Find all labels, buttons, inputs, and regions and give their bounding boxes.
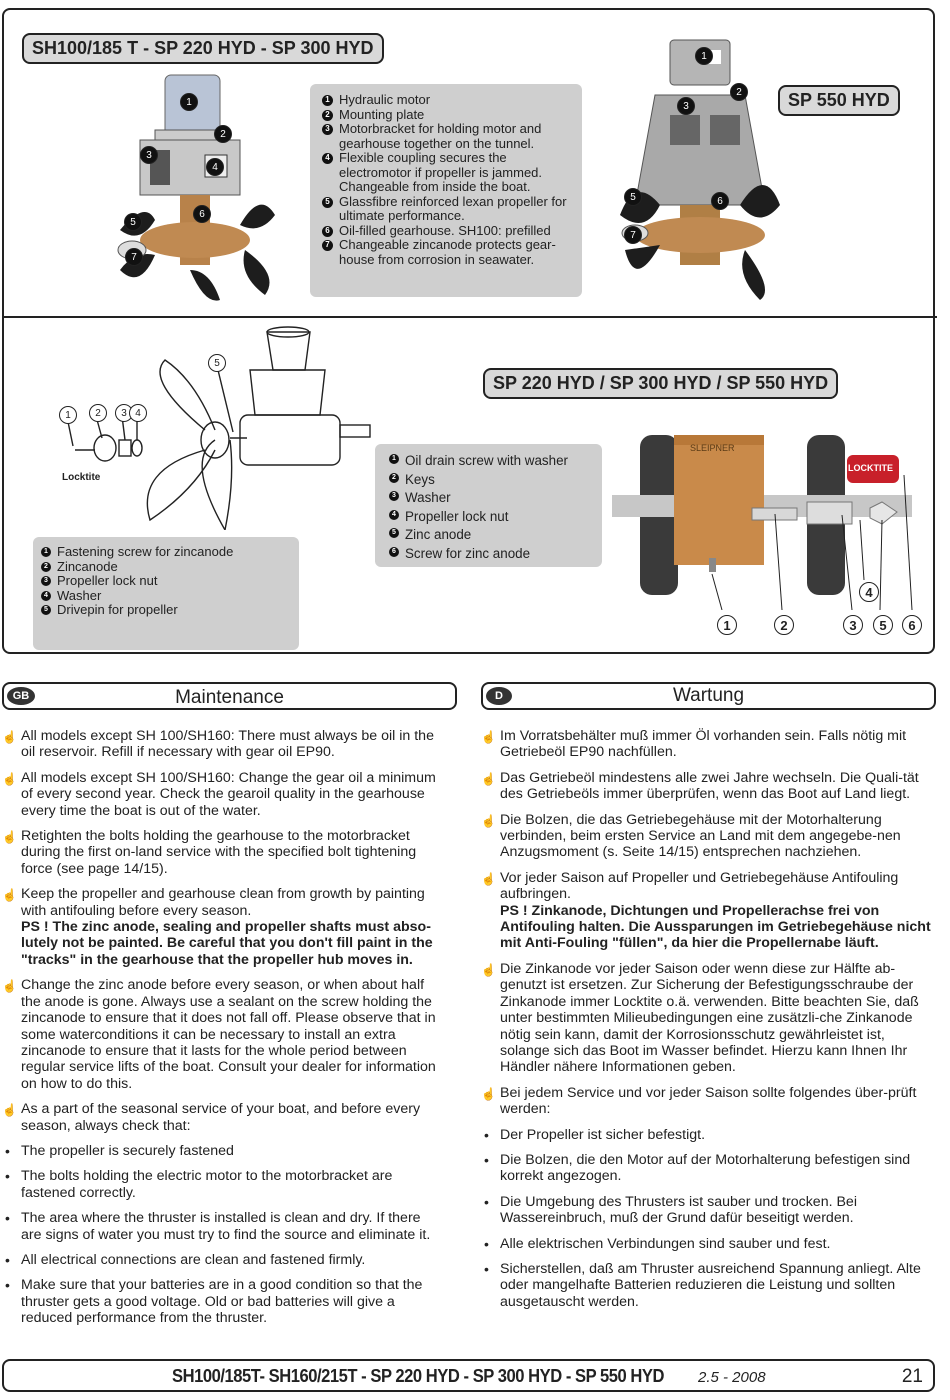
maintenance-column (2, 728, 442, 1336)
callout-1: 1 (180, 93, 198, 111)
page-number: 21 (901, 1366, 923, 1387)
part-number: 1 (322, 95, 333, 106)
pointing-hand-icon: ☝ (481, 871, 496, 886)
wartung-title: Wartung (672, 685, 745, 706)
part-item (389, 452, 588, 471)
callout-1b: 1 (695, 47, 713, 65)
part-text: Motorbracket for holding motor and gearhouse together on the tunnel. (339, 121, 542, 151)
item-text: All electrical connections are clean and fastened firmly. (21, 1251, 366, 1268)
maintenance-item (2, 728, 442, 761)
item-text: Im Vorratsbehälter muß immer Öl vorhanden sein. Falls nötig mit Getriebeöl EP90 nachfüllen. (500, 728, 907, 761)
part-item (389, 526, 588, 545)
part-text: Mounting plate (339, 106, 425, 122)
checklist-item (481, 1236, 936, 1252)
wartung-header (481, 682, 936, 710)
part-number: 4 (322, 153, 333, 164)
pointing-hand-icon: ☝ (2, 979, 17, 994)
part-text: Propeller lock nut (57, 573, 158, 589)
locktite-label: Locktite (62, 472, 101, 483)
part-number: 4 (389, 510, 399, 520)
photo-callout-5: 5 (873, 615, 893, 635)
part-text: Hydraulic motor (339, 92, 431, 107)
item-text: Vor jeder Saison auf Propeller und Getriebegehäuse Antifouling aufbringen. (500, 869, 899, 903)
parts-list-top (310, 84, 582, 297)
checklist-item (2, 1168, 442, 1201)
bullet-icon: • (5, 1142, 10, 1159)
part-item (389, 508, 588, 527)
bullet-icon: • (484, 1193, 489, 1210)
maintenance-item (481, 961, 936, 1076)
part-item (322, 195, 570, 224)
part-number: 6 (389, 547, 399, 557)
part-text: Propeller lock nut (405, 508, 509, 524)
pointing-hand-icon: ☝ (2, 830, 17, 845)
part-item (41, 603, 291, 618)
footer-title: SH100/185T- SH160/215T - SP 220 HYD - SP 300 HYD - SP 550 HYD (172, 1366, 665, 1386)
callout-7: 7 (125, 248, 143, 266)
section-divider (2, 316, 937, 318)
bullet-icon: • (5, 1210, 10, 1227)
maintenance-item (481, 770, 936, 803)
footer-version: 2.5 - 2008 (698, 1369, 766, 1386)
parts-list-left (33, 537, 299, 650)
part-item (389, 489, 588, 508)
part-text: Changeable zincanode protects gear-house from corrosion in seawater. (339, 237, 556, 268)
item-text: The bolts holding the electric motor to the motorbracket are fastened correctly. (21, 1168, 393, 1201)
item-text: Die Umgebung des Thrusters ist sauber und trocken. Bei Wassereinbruch, muß der Grund dafür beseitigt werden. (500, 1193, 857, 1227)
part-item (322, 122, 570, 151)
photo-callout-3: 3 (843, 615, 863, 635)
part-number: 3 (41, 576, 51, 586)
part-item (41, 545, 291, 560)
part-text: Fastening screw for zincanode (57, 544, 234, 559)
part-number: 3 (322, 124, 333, 135)
thruster-sp550-illustration (615, 35, 785, 305)
item-text: Change the zinc anode before every season, or when about half the anode is gone. Always use a sealant on the screw holding the zincanode to ensure that it does not fall off. Please observe that in some waterconditions it can be necessary to install an extra zincanode to ensure that it lasts for the whole period between regular service lifts of the boat. Consult your dealer for information on how to do this. (21, 977, 436, 1092)
callout-5: 5 (124, 213, 142, 231)
part-number: 2 (389, 473, 399, 483)
item-text: Alle elektrischen Verbindungen sind sauber und fest. (500, 1235, 831, 1252)
pointing-hand-icon: ☝ (2, 730, 17, 744)
callout-6b: 6 (711, 192, 729, 210)
part-text: Oil drain screw with washer (405, 453, 568, 468)
maintenance-title: Maintenance (175, 687, 284, 708)
item-text: Das Getriebeöl mindestens alle zwei Jahre wechseln. Die Quali-tät des Getriebeöls immer überprüfen, wenn das Boot auf Land liegt. (500, 769, 919, 803)
part-number: 5 (389, 528, 399, 538)
item-text: All models except SH 100/SH160: Change the gear oil a minimum of every second year. Check the gearoil quality in the gearhouse every time the boat is out of the water. (21, 769, 436, 819)
wartung-column (481, 728, 936, 1319)
photo-callout-4: 4 (859, 582, 879, 602)
part-text: Screw for zinc anode (405, 545, 531, 561)
page-footer (2, 1359, 935, 1392)
part-number: 3 (389, 491, 399, 501)
part-number: 6 (322, 226, 333, 237)
item-text: The area where the thruster is installed is clean and dry. If there are signs of water you must try to find the source and eliminate it. (21, 1210, 431, 1243)
item-text: Der Propeller ist sicher befestigt. (500, 1126, 706, 1143)
checklist-item (2, 1252, 442, 1268)
part-text: Keys (405, 471, 435, 487)
part-number: 4 (41, 591, 51, 601)
maintenance-item (2, 770, 442, 819)
callout-7b: 7 (624, 226, 642, 244)
part-text: Oil-filled gearhouse. SH100: prefilled (339, 222, 551, 238)
pointing-hand-icon: ☝ (481, 1086, 496, 1101)
item-text: The propeller is securely fastened (21, 1142, 234, 1159)
item-text: Die Bolzen, die das Getriebegehäuse mit der Motorhalterung verbinden, beim ersten Service an Land mit dem angegebe-nen Anzugsmoment (s. Seite 14/15) entsprechen nachziehen. (500, 811, 901, 861)
middle-title: SP 220 HYD / SP 300 HYD / SP 550 HYD (483, 368, 838, 399)
checklist-item (481, 1194, 936, 1227)
maintenance-item (481, 1085, 936, 1118)
callout-5b: 5 (624, 188, 642, 206)
exploded-callout-4: 4 (129, 404, 147, 422)
locktite-tube-label: LOCKTITE (848, 463, 893, 473)
photo-callout-1: 1 (717, 615, 737, 635)
part-text: Washer (405, 490, 451, 505)
part-item (322, 108, 570, 123)
part-text: Glassfibre reinforced lexan propeller for ultimate performance. (339, 193, 567, 224)
maintenance-header (2, 682, 457, 710)
sp550-title: SP 550 HYD (778, 85, 900, 116)
callout-3b: 3 (677, 97, 695, 115)
bullet-icon: • (5, 1251, 10, 1268)
part-item (41, 574, 291, 589)
callout-6: 6 (193, 205, 211, 223)
bullet-icon: • (484, 1235, 489, 1252)
part-item (389, 545, 588, 564)
callout-2: 2 (214, 125, 232, 143)
pointing-hand-icon: ☝ (481, 813, 496, 828)
exploded-callout-5: 5 (208, 354, 226, 372)
gb-badge: GB (7, 687, 35, 705)
part-number: 2 (322, 110, 333, 121)
maintenance-item (2, 1101, 442, 1134)
part-text: Zincanode (57, 558, 118, 574)
part-text: Flexible coupling secures the electromotor if propeller is jammed. Changeable from inside the boat. (339, 150, 543, 195)
item-text: Bei jedem Service und vor jeder Saison sollte folgendes über-prüft werden: (500, 1084, 917, 1118)
part-number: 7 (322, 240, 333, 251)
maintenance-item (2, 977, 442, 1092)
top-title: SH100/185 T - SP 220 HYD - SP 300 HYD (22, 33, 384, 64)
checklist-item (481, 1261, 936, 1310)
item-text: Make sure that your batteries are in a good condition so that the thruster gets a good voltage. Old or bad batteries will give a reduced performance from the thruster. (21, 1277, 423, 1327)
checklist-item (2, 1143, 442, 1159)
maintenance-item (481, 728, 936, 761)
callout-4: 4 (206, 158, 224, 176)
bullet-icon: • (484, 1151, 489, 1168)
exploded-drawing (55, 320, 385, 530)
callout-2b: 2 (730, 83, 748, 101)
part-number: 2 (41, 562, 51, 572)
maintenance-item (2, 886, 442, 968)
part-item (322, 224, 570, 239)
parts-list-right (375, 444, 602, 567)
checklist-item (481, 1152, 936, 1185)
pointing-hand-icon: ☝ (2, 1103, 17, 1118)
item-text: Retighten the bolts holding the gearhouse to the motorbracket during the first on-land service with the specified bolt tightening force (see page 14/15). (21, 828, 417, 877)
part-item (322, 238, 570, 267)
d-badge: D (486, 687, 512, 705)
checklist-item (481, 1127, 936, 1143)
part-item (41, 589, 291, 604)
maintenance-item (481, 812, 936, 861)
part-number: 5 (322, 197, 333, 208)
gearhouse-photo (612, 430, 922, 610)
photo-callout-6: 6 (902, 615, 922, 635)
item-warning: PS ! The zinc anode, sealing and propeller shafts must abso-lutely not be painted. Be careful that you don't fill paint in the "tracks" in the gearhouse that the propeller hub moves in. (21, 919, 433, 968)
sleipner-label: SLEIPNER (690, 443, 735, 453)
pointing-hand-icon: ☝ (481, 962, 496, 977)
pointing-hand-icon: ☝ (2, 888, 17, 903)
item-text: Sicherstellen, daß am Thruster ausreichend Spannung anliegt. Alte oder mangelhafte Batterien reduzieren die Leistung und sollten ausgetauscht werden. (500, 1260, 921, 1310)
maintenance-item (481, 870, 936, 952)
item-text: All models except SH 100/SH160: There must always be oil in the oil reservoir. Refill if necessary with gear oil EP90. (21, 728, 434, 761)
item-text: As a part of the seasonal service of your boat, and before every season, always check that: (21, 1101, 421, 1134)
callout-3: 3 (140, 146, 158, 164)
pointing-hand-icon: ☝ (2, 771, 17, 786)
part-text: Zinc anode (405, 527, 472, 542)
exploded-callout-1: 1 (59, 406, 77, 424)
part-item (389, 471, 588, 490)
item-warning: PS ! Zinkanode, Dichtungen und Propellerachse frei von Antifouling halten. Die Aussparungen im Getriebegehäuse nicht mit Anti-Fouling "füllen", da hier die Propellernabe läuft. (500, 902, 931, 952)
pointing-hand-icon: ☝ (481, 730, 496, 744)
thruster-sp220-illustration (110, 70, 300, 310)
part-item (322, 151, 570, 195)
part-number: 1 (41, 547, 51, 557)
bullet-icon: • (484, 1126, 489, 1143)
checklist-item (2, 1277, 442, 1326)
item-text: Keep the propeller and gearhouse clean from growth by painting with antifouling before every season. (21, 886, 425, 919)
exploded-callout-3: 3 (115, 404, 133, 422)
photo-callout-2: 2 (774, 615, 794, 635)
bullet-icon: • (484, 1260, 489, 1277)
part-item (41, 560, 291, 575)
bullet-icon: • (5, 1277, 10, 1294)
part-number: 1 (389, 454, 399, 464)
maintenance-item (2, 828, 442, 877)
part-number: 5 (41, 605, 51, 615)
checklist-item (2, 1210, 442, 1243)
pointing-hand-icon: ☝ (481, 771, 496, 786)
part-text: Washer (57, 587, 102, 603)
bullet-icon: • (5, 1168, 10, 1185)
part-item (322, 93, 570, 108)
exploded-callout-2: 2 (89, 404, 107, 422)
part-text: Drivepin for propeller (57, 602, 178, 618)
item-text: Die Zinkanode vor jeder Saison oder wenn diese zur Hälfte ab-genutzt ist ersetzen. Zur Sicherung der Befestigungsschraube der Zinkanode immer Locktite o.ä. verwenden. Bitte beachten Sie, daß unter bestimmten Milieubedingungen eine zusätzli-che Zinkanode nötig sein kann, damit der Korrosionsschutz gewährleistet ist, solange sich das Boot im Wasser befindet. Hierzu kann Ihnen Ihr Händler nähere Informationen geben. (500, 960, 919, 1076)
item-text: Die Bolzen, die den Motor auf der Motorhalterung befestigen sind korrekt angezogen. (500, 1151, 911, 1185)
